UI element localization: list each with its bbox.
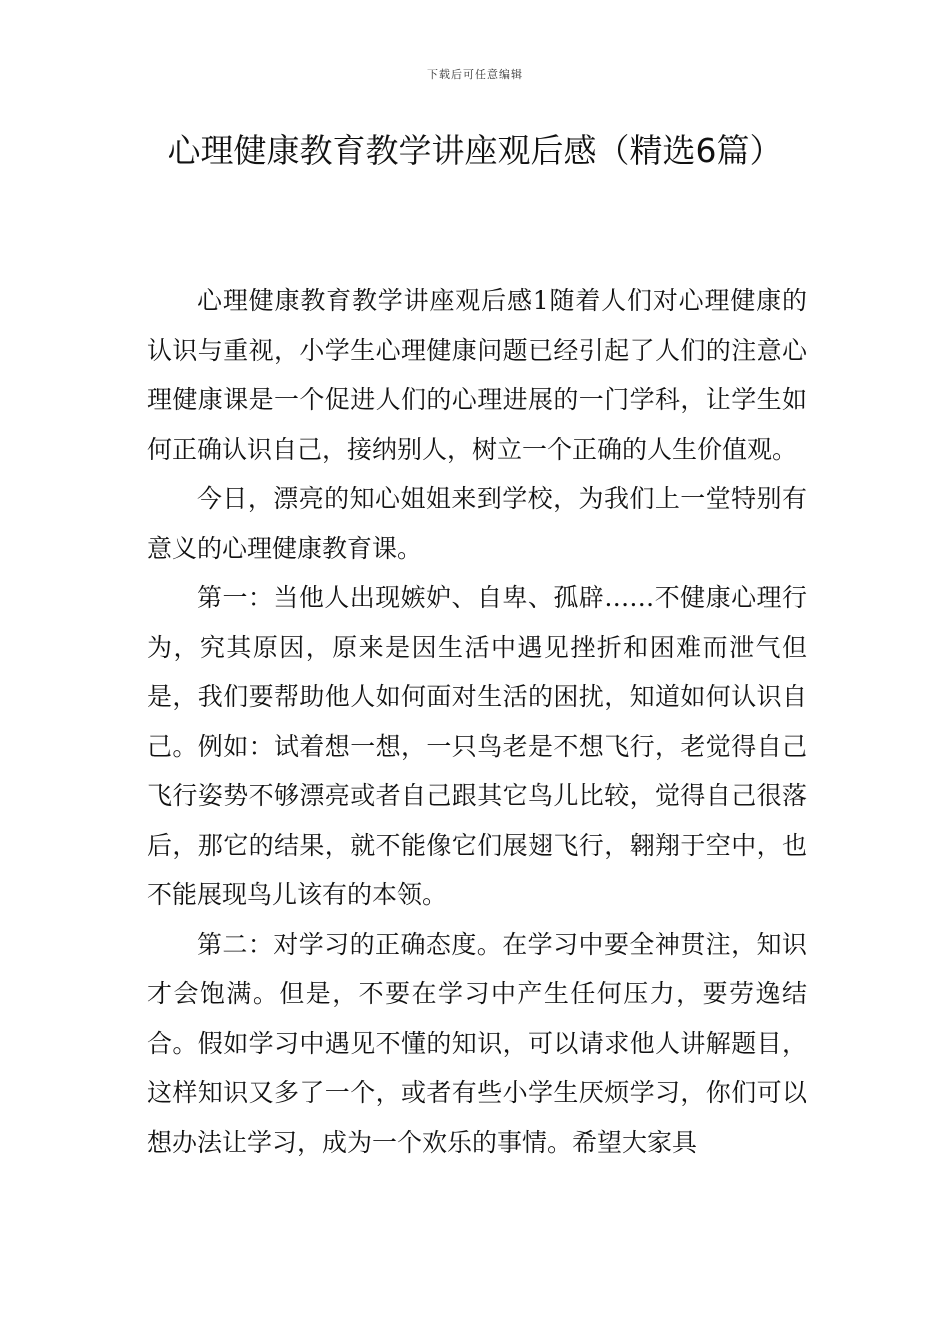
document-body: [147, 276, 807, 1167]
document-title: 心理健康教育教学讲座观后感（精选6篇）: [167, 131, 783, 170]
paragraph-4: 第二：对学习的正确态度。在学习中要全神贯注，知识才会饱满。但是，不要在学习中产生任何压力，要劳逸结合。假如学习中遇见不懂的知识，可以请求他人讲解题目，这样知识又多了一个，或者有些小学生厌烦学习，你们可以想办法让学习，成为一个欢乐的事情。希望大家具: [147, 929, 807, 1157]
header-note: 下载后可任意编辑: [427, 68, 523, 81]
paragraph-1: 心理健康教育教学讲座观后感1随着人们对心理健康的认识与重视，小学生心理健康问题已经引起了人们的注意心理健康课是一个促进人们的心理进展的一门学科，让学生如何正确认识自己，接纳别人，树立一个正确的人生价值观。: [147, 286, 807, 464]
paragraph-3: 第一：当他人出现嫉妒、自卑、孤辟……不健康心理行为，究其原因，原来是因生活中遇见挫折和困难而泄气但是，我们要帮助他人如何面对生活的困扰，知道如何认识自己。例如：试着想一想，一只鸟老是不想飞行，老觉得自己飞行姿势不够漂亮或者自己跟其它鸟儿比较，觉得自己很落后，那它的结果，就不能像它们展翅飞行，翱翔于空中，也不能展现鸟儿该有的本领。: [147, 583, 807, 909]
paragraph-2: 今日，漂亮的知心姐姐来到学校，为我们上一堂特别有意义的心理健康教育课。: [147, 484, 807, 563]
